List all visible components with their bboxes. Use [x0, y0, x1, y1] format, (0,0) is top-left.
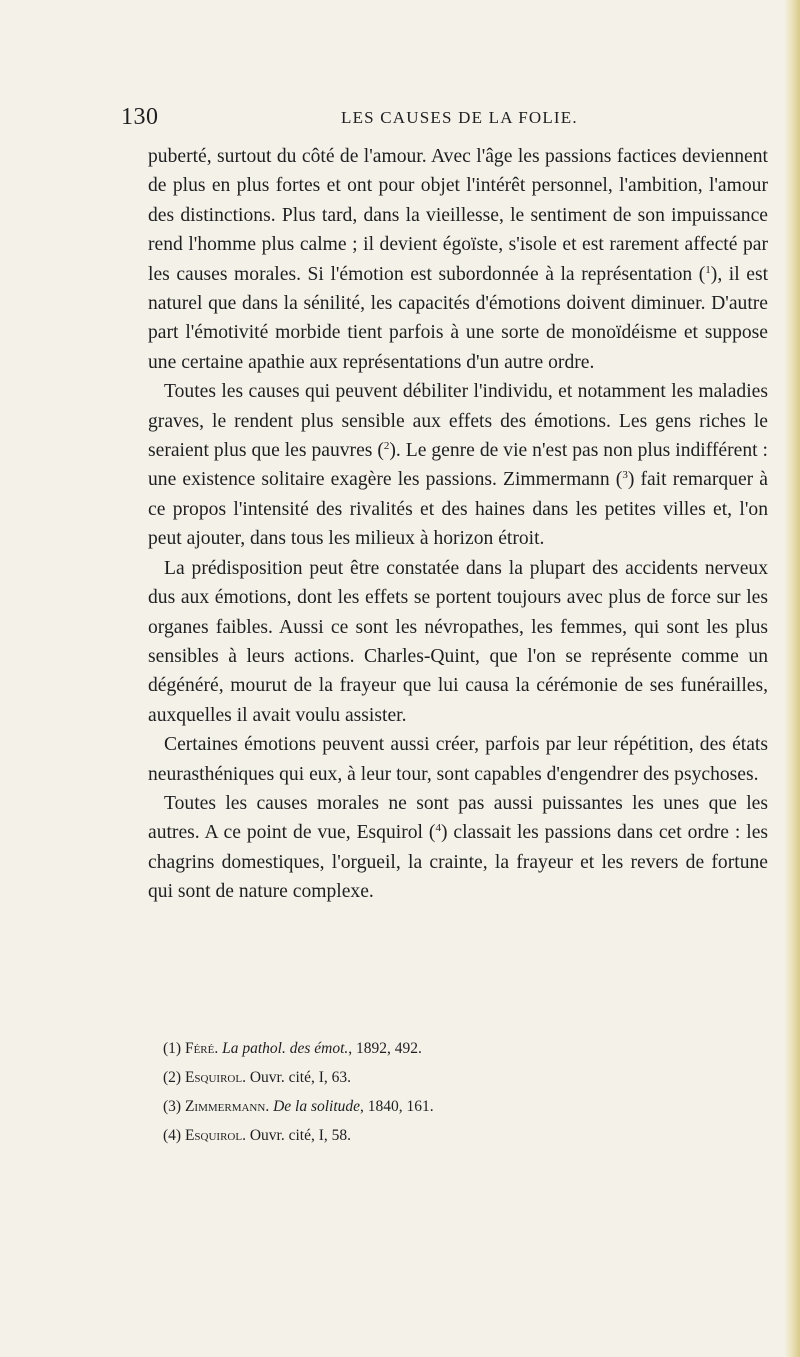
- footnote-ref: 2: [383, 440, 390, 453]
- footnote-title: La pathol. des émot.: [222, 1040, 349, 1057]
- footnote-details: Ouvr. cité, I, 63.: [249, 1069, 352, 1086]
- text-segment: (: [698, 263, 706, 285]
- page-header: [121, 104, 771, 134]
- footnote-details: Ouvr. cité, I, 58.: [249, 1127, 352, 1144]
- paragraph: [148, 554, 768, 730]
- footnote: [163, 1034, 763, 1063]
- page-number: 130: [121, 104, 159, 130]
- footnote-author: Féré.: [184, 1040, 219, 1057]
- footnote-title: De la solitude: [273, 1098, 361, 1115]
- footnote-number: (3): [163, 1098, 182, 1115]
- footnote-details: , 1840, 161.: [360, 1098, 434, 1115]
- page-edge: [784, 0, 800, 1357]
- paragraph: [148, 730, 768, 789]
- footnote-ref: 3: [622, 469, 628, 482]
- footnote-ref: 4: [435, 822, 441, 835]
- body-text: [148, 142, 768, 907]
- text-segment: ), il est naturel que dans la sénilité, les capacités d'émotions doivent diminuer. D'autre part l'émotivité morbide tient parfois à une sorte de monoïdéisme et suppose une certaine apathie aux représentations d'un autre ordre.: [148, 263, 769, 373]
- footnote-author: Zimmermann.: [184, 1098, 270, 1115]
- footnote-number: (1): [163, 1040, 182, 1057]
- text-segment: Toutes les causes morales ne sont pas aussi puissantes les unes que les autres. A ce point de vue, Esquirol (: [148, 792, 768, 844]
- paragraph: [148, 377, 768, 553]
- footnote-number: (4): [163, 1127, 182, 1144]
- text-segment: ) classait les passions dans cet ordre : les chagrins domestiques, l'orgueil, la crainte, la frayeur et les revers de fortune qui sont de nature complexe.: [148, 822, 769, 903]
- footnote-details: , 1892, 492.: [348, 1040, 422, 1057]
- footnote-author: Esquirol.: [184, 1127, 246, 1144]
- footnote-author: Esquirol.: [184, 1069, 246, 1086]
- footnote: [163, 1092, 763, 1121]
- text-segment: puberté, surtout du côté de l'amour. Avec l'âge les passions factices deviennent de plus en plus fortes et ont pour objet l'intérêt personnel, l'ambition, l'amour des distinctions. Plus tard, dans la vieillesse, le sentiment de son impuissance rend l'homme plus calme ; il devient égoïste, s'isole et est rarement affecté par les causes morales. Si l'émotion est subordonnée à la représentation: [148, 146, 768, 285]
- footnote: [163, 1063, 763, 1092]
- running-title: LES CAUSES DE LA FOLIE.: [341, 108, 578, 127]
- footnote-ref: 1: [705, 263, 711, 276]
- footnotes: [163, 1034, 763, 1150]
- text-segment: Certaines émotions peuvent aussi créer, parfois par leur répétition, des états neurasthéniques qui eux, à leur tour, sont capables d'engendrer des psychoses.: [148, 734, 768, 785]
- text-segment: ). Le genre de vie n'est pas non plus indifférent : une existence solitaire exagère les passions. Zimmermann (: [148, 440, 768, 491]
- text-segment: ) fait remarquer à ce propos l'intensité des rivalités et des haines dans les petites villes et, l'on peut ajouter, dans tous les milieux à horizon étroit.: [148, 469, 769, 550]
- footnote: [163, 1121, 763, 1150]
- footnote-number: (2): [163, 1069, 182, 1086]
- paragraph: [148, 789, 768, 907]
- text-segment: La prédisposition peut être constatée dans la plupart des accidents nerveux dus aux émotions, dont les effets se portent toujours avec plus de force sur les organes faibles. Aussi ce sont les névropathes, les femmes, qui sont les plus sensibles à leurs actions. Charles-Quint, que l'on se représente comme un dégénéré, mourut de la frayeur que lui causa la cérémonie de ses funérailles, auxquelles il avait voulu assister.: [148, 557, 768, 726]
- text-segment: Toutes les causes qui peuvent débiliter l'individu, et notamment les maladies graves, le rendent plus sensible aux effets des émotions. Les gens riches le seraient plus que les pauvres (: [148, 381, 768, 462]
- paragraph: [148, 142, 768, 377]
